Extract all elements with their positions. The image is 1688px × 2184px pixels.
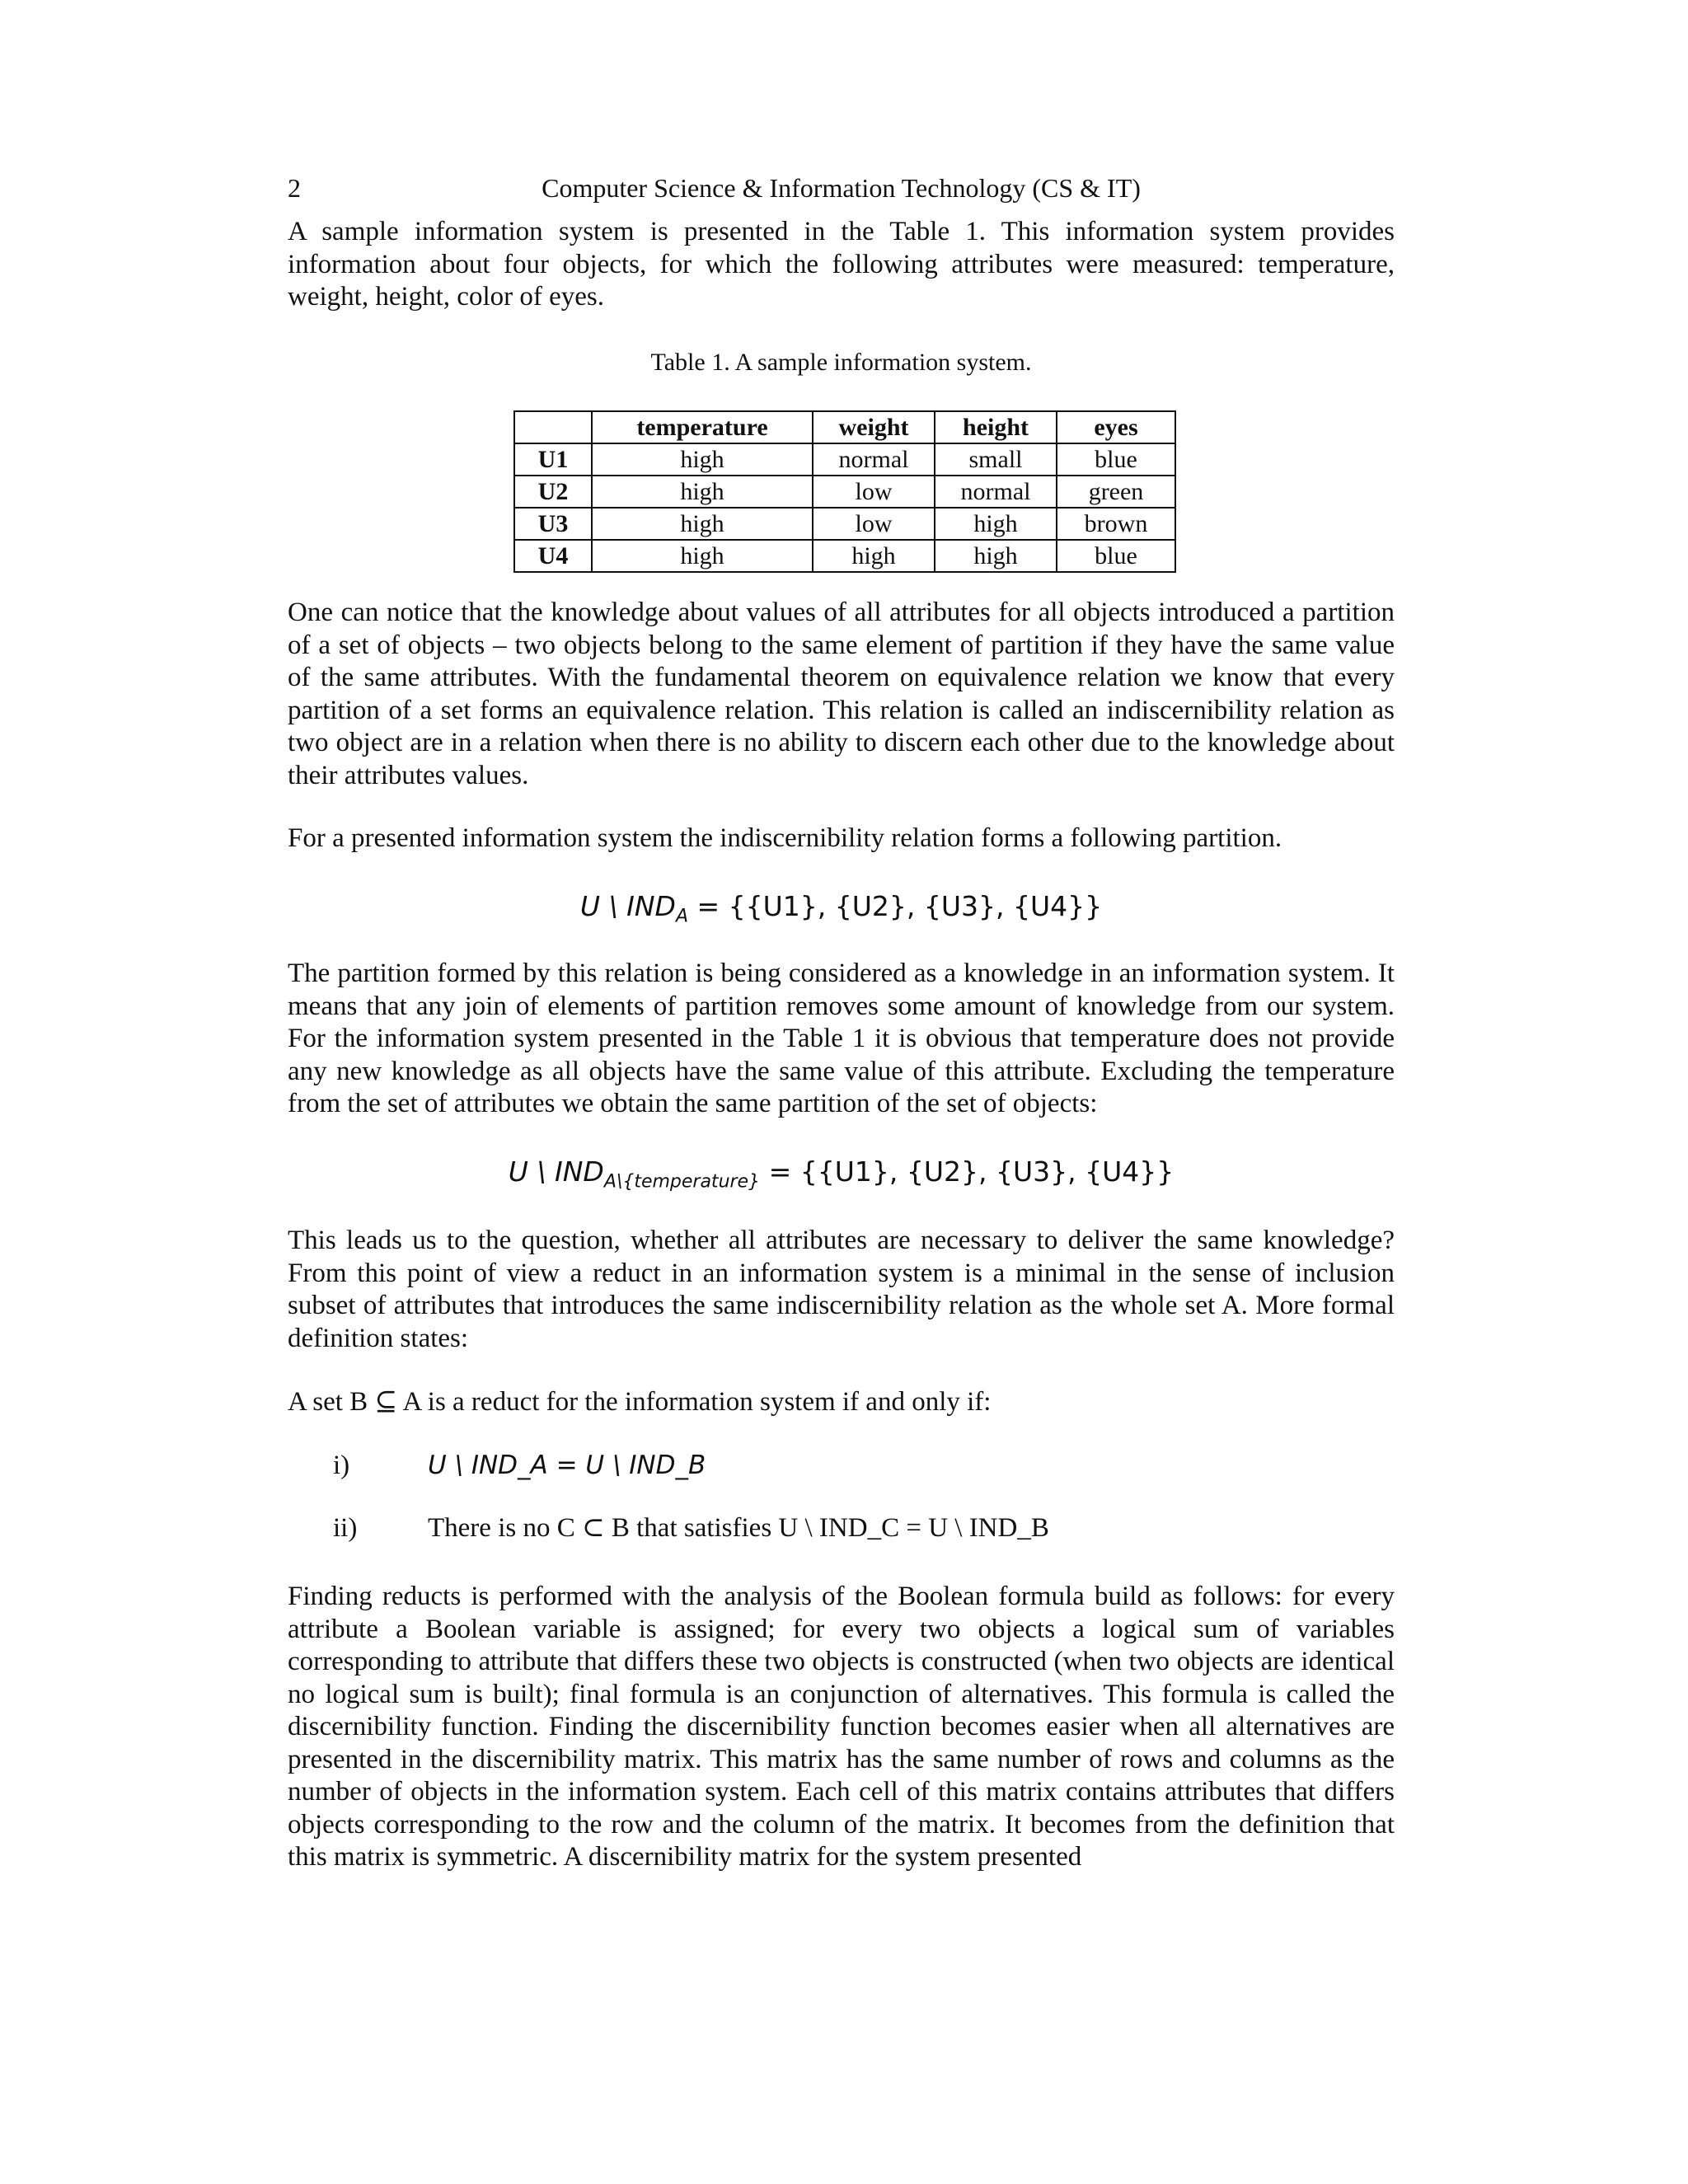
row-header: U4 [514,540,592,572]
discernibility-paragraph: Finding reducts is performed with the analysis of the Boolean formula build as follows: for every attribute a Boolean variable is assigned; for every two objects a logical sum of variables corresponding to attribute that differs these two objects is constructed (when two objects are identical no logical sum is built); final formula is an conjunction of alternatives. This formula is called the discernibility function. Finding the discernibility function becomes easier when all alternatives are presented in the discernibility matrix. This matrix has the same number of rows and columns as the number of objects in the information system. Each cell of this matrix contains attributes that differs objects corresponding to the row and the column of the matrix. It becomes from the definition that this matrix is symmetric. A discernibility matrix for the system presented [288,1582,1395,1872]
page-number: 2 [288,173,301,203]
knowledge-paragraph: The partition formed by this relation is being considered as a knowledge in an information system. It means that any join of elements of partition removes some amount of knowledge from our system. For the information system presented in the Table 1 it is obvious that temperature does not provide any new knowledge as all objects have the same value of this attribute. Excluding the temperature from the set of attributes we obtain the same partition of the set of objects: [288,958,1395,1118]
partition-paragraph: One can notice that the knowledge about values of all attributes for all objects introduced a partition of a set of objects – two objects belong to the same element of partition if they have the same value of the same attributes. With the fundamental theorem on equivalence relation we know that every partition of a set forms an equivalence relation. This relation is called an indiscernibility relation as two object are in a relation when there is no ability to discern each other due to the knowledge about their attributes values. [288,598,1395,790]
header-cell-height: height [935,411,1057,443]
table-cell: blue [1057,540,1175,572]
table-cell: low [813,508,935,540]
running-header [288,168,1395,208]
row-header: U1 [514,443,592,476]
table-cell: small [935,443,1057,476]
table-cell: brown [1057,508,1175,540]
table-cell: high [935,508,1057,540]
item-label: ii) [333,1513,358,1543]
table-row [514,508,1175,540]
definition-lead: A set B ⊆ A is a reduct for the information system if and only if: [288,1387,992,1417]
table-header-row [514,411,1175,443]
intro-paragraph: A sample information system is presented in the Table 1. This information system provides information about four objects, for which the following attributes were measured: temperature, weight, height, color of eyes. [288,217,1395,312]
item-text: There is no C ⊂ B that satisfies U \ IND_C = U \ IND_B [428,1513,1049,1543]
table-cell: normal [813,443,935,476]
item-formula: U \ IND_A = U \ IND_B [428,1451,706,1480]
formula-without-temperature: U \ $IND_{A\backslash\{temperature\}} = \{\{U1\}$, {U2}, {U3}, {U4}} [508,1155,1175,1193]
table-caption: Table 1. A sample information system. [650,349,1032,376]
row-header: U3 [514,508,592,540]
header-cell-eyes: eyes [1057,411,1175,443]
table-cell: blue [1057,443,1175,476]
formula-partition: U \ $IND_A = \{\{U1\}$, {U2}, {U3}, {U4}} [579,890,1103,927]
table-cell: high [592,443,813,476]
presented-paragraph: For a presented information system the indiscernibility relation forms a following partition. [288,823,1282,853]
table-cell: normal [935,476,1057,508]
reduct-paragraph: This leads us to the question, whether all attributes are necessary to deliver the same knowledge? From this point of view a reduct in an information system is a minimal in the sense of inclusion subset of attributes that introduces the same indiscernibility relation as the whole set A. More formal definition states: [288,1226,1395,1353]
item-label: i) [333,1451,350,1480]
table-cell: high [935,540,1057,572]
information-system-table [513,410,1176,573]
table-cell: high [813,540,935,572]
table-row [514,540,1175,572]
table-cell: low [813,476,935,508]
table-row [514,476,1175,508]
row-header: U2 [514,476,592,508]
table-row [514,443,1175,476]
table-cell: high [592,508,813,540]
table-cell: high [592,476,813,508]
table-cell: green [1057,476,1175,508]
header-cell-temperature: temperature [592,411,813,443]
header-cell-weight: weight [813,411,935,443]
table-cell: high [592,540,813,572]
journal-title: Computer Science & Information Technology (CS & IT) [542,173,1141,203]
header-cell-blank [514,411,592,443]
